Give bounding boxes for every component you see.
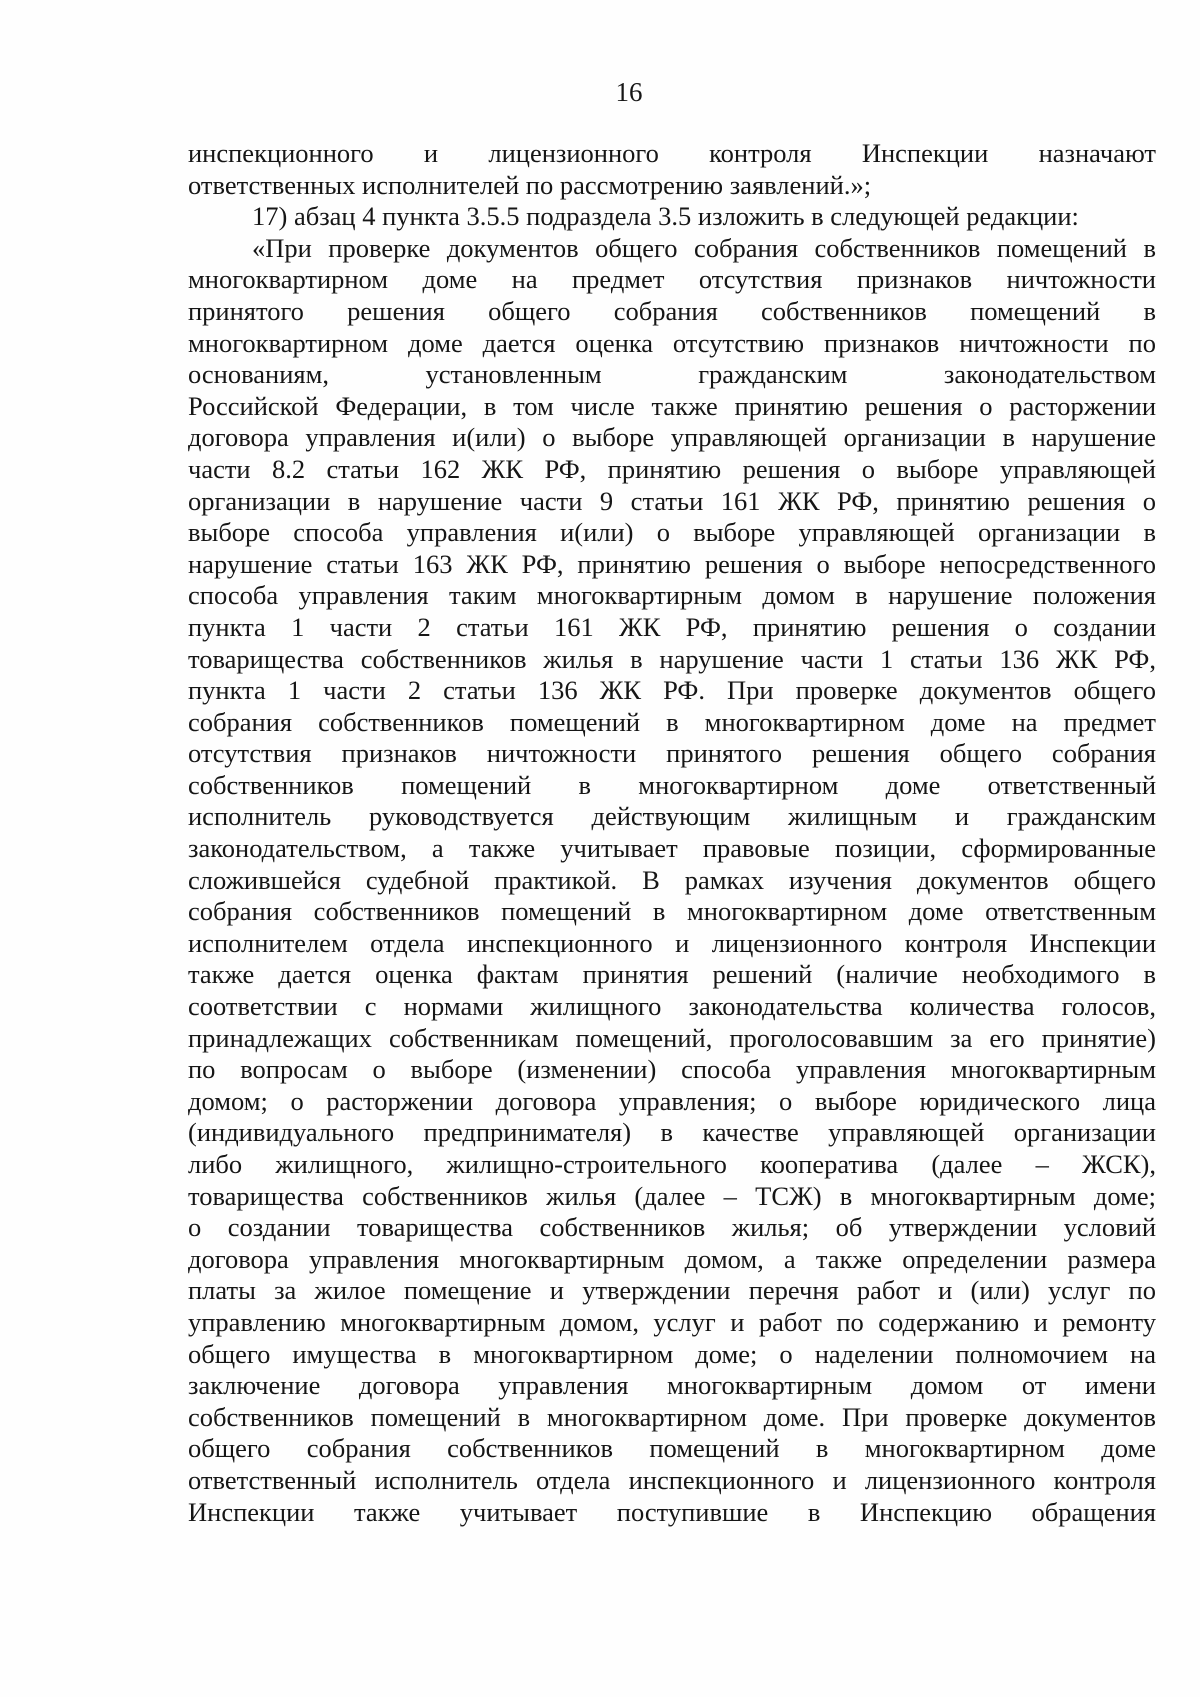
text-line: ответственный исполнитель отдела инспекционного и лицензионного контроля <box>188 1464 1156 1495</box>
text-line: собрания собственников помещений в многоквартирном доме на предмет <box>188 706 1156 737</box>
text-line: договора управления и(или) о выборе управляющей организации в нарушение <box>188 422 1156 453</box>
text-line: многоквартирном доме на предмет отсутствия признаков ничтожности <box>188 264 1156 295</box>
text-line: товарищества собственников жилья в нарушение части 1 статьи 136 ЖК РФ, <box>188 643 1156 674</box>
text-line: (индивидуального предпринимателя) в качестве управляющей организации <box>188 1117 1156 1148</box>
text-line: общего собрания собственников помещений в многоквартирном доме <box>188 1433 1156 1464</box>
text-line: организации в нарушение части 9 статьи 161 ЖК РФ, принятию решения о <box>188 485 1156 516</box>
text-line: собственников помещений в многоквартирном доме ответственный <box>188 769 1156 800</box>
text-line: принятого решения общего собрания собственников помещений в <box>188 295 1156 326</box>
text-line: ответственных исполнителей по рассмотрению заявлений.»; <box>188 169 872 200</box>
text-line: общего имущества в многоквартирном доме; о наделении полномочием на <box>188 1338 1156 1369</box>
text-line: инспекционного и лицензионного контроля Инспекции назначают <box>188 138 1156 168</box>
text-line: законодательством, а также учитывает правовые позиции, сформированные <box>188 833 1156 864</box>
text-line: сложившейся судебной практикой. В рамках изучения документов общего <box>188 864 1156 895</box>
text-line: соответствии с нормами жилищного законодательства количества голосов, <box>188 991 1156 1022</box>
text-line: платы за жилое помещение и утверждении перечня работ и (или) услуг по <box>188 1275 1156 1306</box>
text-line: Российской Федерации, в том числе также принятию решения о расторжении <box>188 390 1156 421</box>
text-line: товарищества собственников жилья (далее – ТСЖ) в многоквартирным доме; <box>188 1180 1156 1211</box>
text-line: нарушение статьи 163 ЖК РФ, принятию решения о выборе непосредственного <box>188 548 1156 579</box>
text-line: части 8.2 статьи 162 ЖК РФ, принятию решения о выборе управляющей <box>188 453 1156 484</box>
text-line: по вопросам о выборе (изменении) способа управления многоквартирным <box>188 1054 1156 1085</box>
text-line: способа управления таким многоквартирным домом в нарушение положения <box>188 580 1156 611</box>
text-line: о создании товарищества собственников жилья; об утверждении условий <box>188 1212 1156 1243</box>
text-line: домом; о расторжении договора управления; о выборе юридического лица <box>188 1085 1156 1116</box>
text-line: либо жилищного, жилищно-строительного кооператива (далее – ЖСК), <box>188 1149 1156 1179</box>
text-line: договора управления многоквартирным домом, а также определении размера <box>188 1243 1156 1274</box>
text-line: исполнителем отдела инспекционного и лицензионного контроля Инспекции <box>188 927 1156 958</box>
text-line: собрания собственников помещений в многоквартирном доме ответственным <box>188 896 1156 927</box>
page-number: 16 <box>615 77 643 107</box>
body-text <box>188 138 1156 1528</box>
text-line: 17) абзац 4 пункта 3.5.5 подраздела 3.5 изложить в следующей редакции: <box>252 201 1079 232</box>
text-line: отсутствия признаков ничтожности принятого решения общего собрания <box>188 738 1156 769</box>
text-line: основаниям, установленным гражданским законодательством <box>188 359 1156 390</box>
text-line: многоквартирном доме дается оценка отсутствию признаков ничтожности по <box>188 327 1156 358</box>
text-line: выборе способа управления и(или) о выборе управляющей организации в <box>188 517 1156 548</box>
text-line: собственников помещений в многоквартирном доме. При проверке документов <box>188 1401 1156 1432</box>
text-line: принадлежащих собственникам помещений, проголосовавшим за его принятие) <box>188 1022 1156 1053</box>
text-line: пункта 1 части 2 статьи 161 ЖК РФ, принятию решения о создании <box>188 611 1156 642</box>
text-line: также дается оценка фактам принятия решений (наличие необходимого в <box>188 959 1156 990</box>
text-line: пункта 1 части 2 статьи 136 ЖК РФ. При проверке документов общего <box>188 675 1156 706</box>
text-line: заключение договора управления многоквартирным домом от имени <box>188 1370 1156 1401</box>
text-line: исполнитель руководствуется действующим жилищным и гражданским <box>188 801 1156 832</box>
text-line: «При проверке документов общего собрания собственников помещений в <box>252 232 1156 263</box>
text-line: управлению многоквартирным домом, услуг и работ по содержанию и ремонту <box>188 1306 1156 1337</box>
text-line: Инспекции также учитывает поступившие в Инспекцию обращения <box>188 1496 1156 1527</box>
